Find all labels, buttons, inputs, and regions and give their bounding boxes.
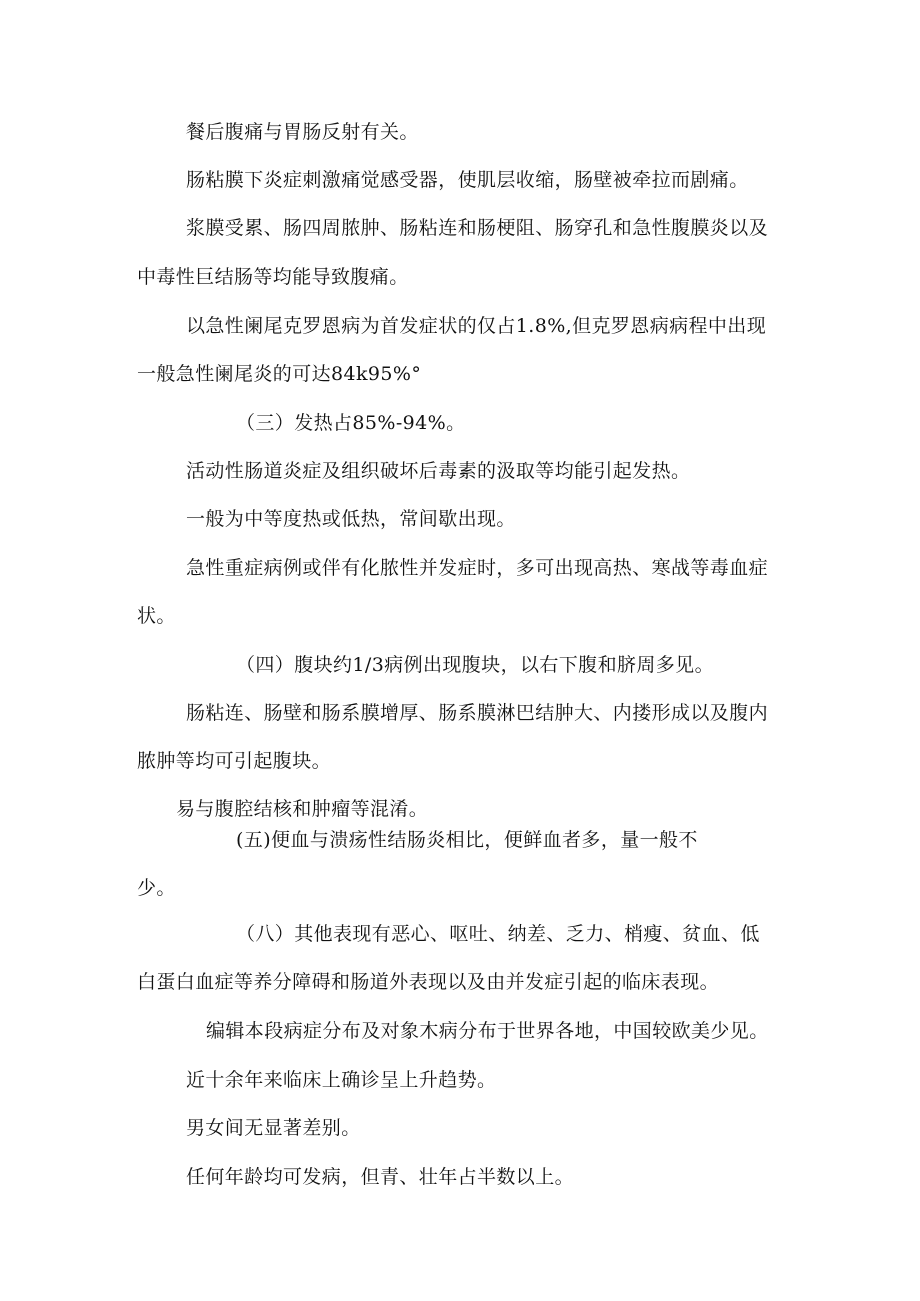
paragraph-line: 男女间无显著差别。 (186, 1117, 361, 1139)
paragraph-line: 任何年龄均可发病，但青、壮年占半数以上。 (186, 1166, 575, 1188)
paragraph-line: 一般急性阑尾炎的可达84k95%° (137, 363, 422, 385)
section-heading: （四）腹块约1/3病例出现腹块，以右下腹和脐周多见。 (236, 654, 714, 676)
paragraph-line: 急性重症病例或伴有化脓性并发症时，多可出现高热、寒战等毒血症 (186, 557, 769, 579)
paragraph-line: 肠粘连、肠壁和肠系膜增厚、肠系膜淋巴结肿大、内搂形成以及腹内 (186, 702, 769, 724)
paragraph-line: 餐后腹痛与胃肠反射有关。 (186, 121, 419, 143)
paragraph-line: 少。 (137, 877, 176, 899)
paragraph-line: 编辑本段病症分布及对象木病分布于世界各地，中国较欧美少见。 (206, 1020, 769, 1042)
paragraph-line: 近十余年来临床上确诊呈上升趋势。 (186, 1069, 497, 1091)
section-heading: （三）发热占85%-94%。 (236, 412, 466, 434)
paragraph-line: 脓肿等均可引起腹块。 (137, 750, 332, 772)
paragraph-line: 活动性肠道炎症及组织破坏后毒素的汲取等均能引起发热。 (186, 460, 691, 482)
paragraph-line: 肠粘膜下炎症刺激痛觉感受器，使肌层收缩，肠壁被牵拉而剧痛。 (186, 169, 749, 191)
section-heading: (五)便血与溃疡性结肠炎相比，便鲜血者多，量一般不 (236, 829, 698, 851)
paragraph-line: 易与腹腔结核和肿瘤等混淆。 (176, 798, 429, 820)
paragraph-line: 浆膜受累、肠四周脓肿、肠粘连和肠梗阻、肠穿孔和急性腹膜炎以及 (186, 217, 769, 239)
paragraph-line: 一般为中等度热或低热，常间歇出现。 (186, 508, 516, 530)
paragraph-line: 以急性阑尾克罗恩病为首发症状的仅占1.8%,但克罗恩病病程中出现 (186, 315, 767, 337)
paragraph-line: 白蛋白血症等养分障碍和肠道外表现以及由并发症引起的临床表现。 (137, 971, 720, 993)
section-heading: （八）其他表现有恶心、呕吐、纳差、乏力、梢瘦、贫血、低 (236, 923, 760, 945)
paragraph-line: 状。 (137, 605, 176, 627)
paragraph-line: 中毒性巨结肠等均能导致腹痛。 (137, 266, 409, 288)
